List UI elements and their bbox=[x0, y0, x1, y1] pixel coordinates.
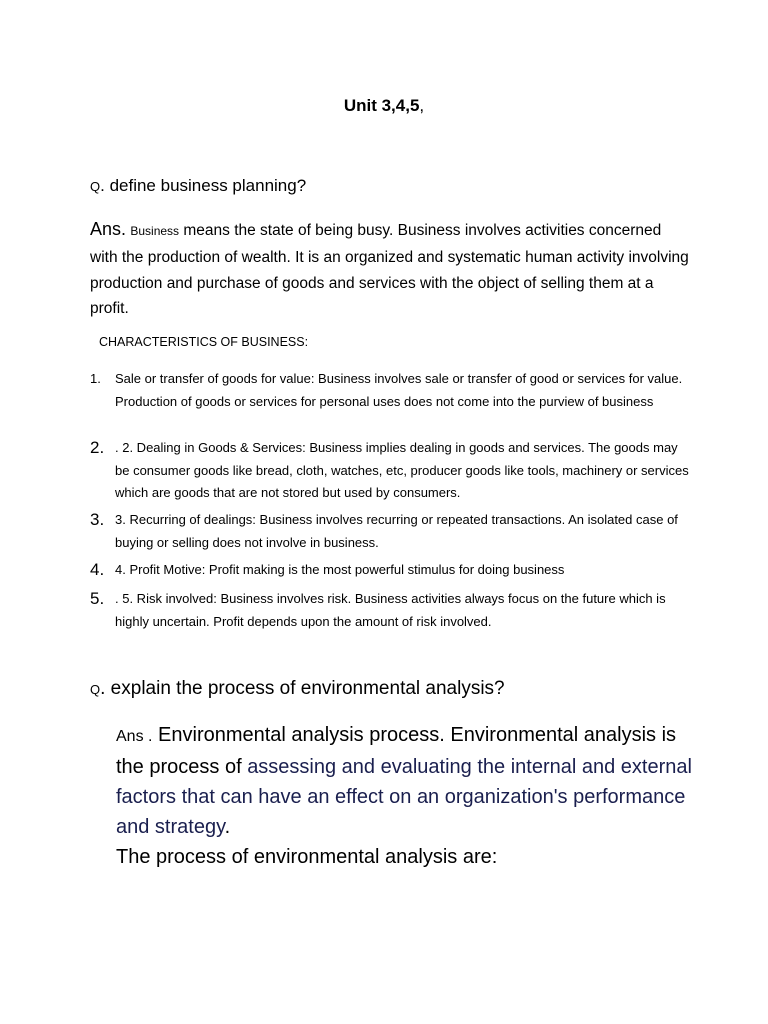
list-item bbox=[90, 368, 690, 413]
question-2-text: . explain the process of environmental analysis? bbox=[100, 678, 505, 699]
list-item-text: . 5. Risk involved: Business involves risk. Business activities always focus on the future which is highly uncertain. Profit depends upon the amount of risk involved. bbox=[115, 591, 666, 629]
question-1-text: . define business planning? bbox=[100, 176, 307, 195]
characteristics-heading: CHARACTERISTICS OF BUSINESS: bbox=[99, 335, 309, 349]
list-item-text: 4. Profit Motive: Profit making is the most powerful stimulus for doing business bbox=[115, 562, 565, 577]
list-item-number: 1. bbox=[90, 371, 101, 386]
question-1-prefix: Q bbox=[90, 179, 101, 194]
list-item-number: 3. bbox=[90, 510, 105, 529]
list-item bbox=[90, 588, 690, 633]
answer-2-highlight-text: assessing and evaluating the internal and external factors that can have an effect on an organization's performance and strategy bbox=[116, 756, 692, 838]
list-item-text: 3. Recurring of dealings: Business involves recurring or repeated transactions. An isolated case of buying or selling does not involve in business. bbox=[115, 512, 678, 550]
question-1 bbox=[90, 176, 306, 196]
list-item-number: 5. bbox=[90, 589, 105, 608]
answer-2-text: Environmental analysis process. Environmental analysis is the process of bbox=[116, 724, 677, 778]
answer-2-label: Ans . bbox=[116, 728, 153, 745]
list-item-number: 4. bbox=[90, 560, 105, 579]
answer-1-small-word: Business bbox=[130, 224, 180, 238]
list-item-text: . 2. Dealing in Goods & Services: Business implies dealing in goods and services. The goods may be consumer goods like bread, cloth, watches, etc, producer goods like tools, machinery or services which are goods that are not stored but used by consumers. bbox=[115, 440, 689, 500]
list-item bbox=[90, 437, 690, 505]
answer-2-text-end: . bbox=[224, 816, 231, 838]
list-item-text: Sale or transfer of goods for value: Business involves sale or transfer of good or services for value. Production of goods or services for personal uses does not come into the purview of business bbox=[115, 371, 683, 409]
question-2-prefix: Q bbox=[90, 682, 101, 697]
list-item bbox=[90, 509, 690, 554]
list-item bbox=[90, 559, 690, 582]
answer-1-label: Ans. bbox=[90, 219, 127, 239]
answer-1 bbox=[90, 217, 690, 322]
answer-2 bbox=[116, 720, 696, 872]
page-title bbox=[0, 96, 768, 116]
title-comma: , bbox=[419, 96, 425, 115]
answer-1-text: means the state of being busy. Business involves activities concerned with the production of wealth. It is an organized and systematic human activity involving production and purchase of goods and services with the object of selling them at a profit. bbox=[90, 222, 689, 318]
list-item-number: 2. bbox=[90, 438, 105, 457]
question-2 bbox=[90, 678, 505, 700]
answer-2-line-2: The process of environmental analysis are: bbox=[116, 846, 498, 868]
title-text: Unit 3,4,5 bbox=[343, 96, 420, 115]
